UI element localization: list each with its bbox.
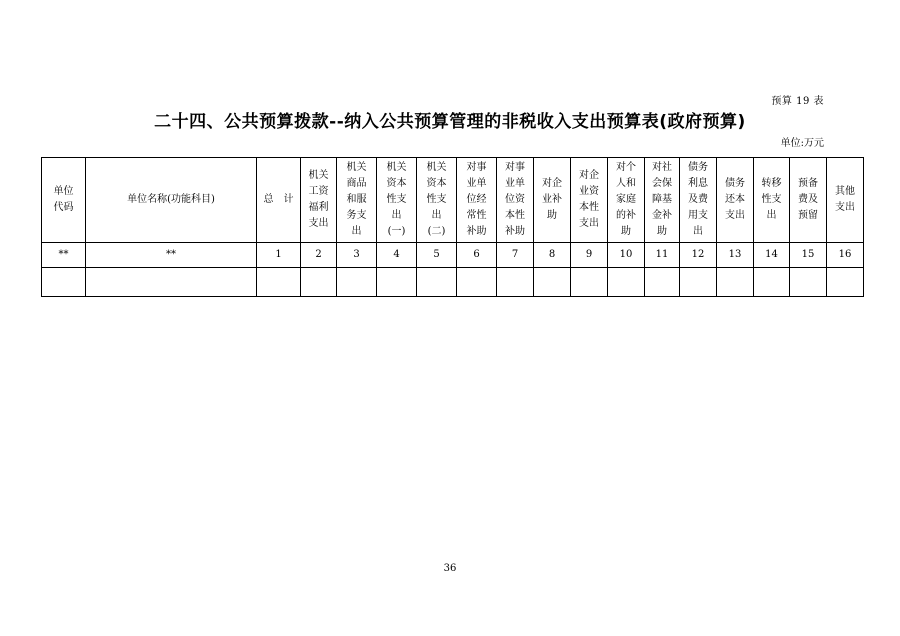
- table-cell: [571, 268, 608, 297]
- table-cell: [754, 268, 790, 297]
- table-cell: 2: [301, 243, 337, 268]
- table-cell: [257, 268, 301, 297]
- table-cell: 8: [534, 243, 571, 268]
- table-cell: 3: [337, 243, 377, 268]
- page-number: 36: [443, 563, 457, 574]
- table-cell: 12: [680, 243, 717, 268]
- header-row: [42, 158, 864, 243]
- table-cell: [417, 268, 457, 297]
- column-header: 债务 利息 及费 用支 出: [680, 158, 717, 243]
- table-cell: 4: [377, 243, 417, 268]
- column-header: 转移 性支 出: [754, 158, 790, 243]
- table-cell: [608, 268, 645, 297]
- table-cell: [717, 268, 754, 297]
- table-cell: [337, 268, 377, 297]
- column-header: 对社 会保 障基 金补 助: [645, 158, 680, 243]
- table-cell: **: [42, 243, 86, 268]
- table-cell: [497, 268, 534, 297]
- table-cell: 1: [257, 243, 301, 268]
- table-cell: 16: [827, 243, 864, 268]
- column-header: 总 计: [257, 158, 301, 243]
- table-cell: [827, 268, 864, 297]
- table-cell: 6: [457, 243, 497, 268]
- table-cell: 11: [645, 243, 680, 268]
- column-header: 单位名称(功能科目): [86, 158, 257, 243]
- table-cell: 9: [571, 243, 608, 268]
- table-cell: [42, 268, 86, 297]
- table-cell: [680, 268, 717, 297]
- table-row: [42, 268, 864, 297]
- column-header: 机关 资本 性支 出 (二): [417, 158, 457, 243]
- column-header: 其他 支出: [827, 158, 864, 243]
- table-cell: 5: [417, 243, 457, 268]
- table-cell: 7: [497, 243, 534, 268]
- column-header: 对个 人和 家庭 的补 助: [608, 158, 645, 243]
- column-header: 机关 资本 性支 出 (一): [377, 158, 417, 243]
- index-row: [42, 243, 864, 268]
- table-cell: [377, 268, 417, 297]
- table-cell: 10: [608, 243, 645, 268]
- unit-label: 单位:万元: [780, 138, 824, 149]
- table-cell: [86, 268, 257, 297]
- column-header: 对企 业补 助: [534, 158, 571, 243]
- table-cell: [301, 268, 337, 297]
- table-cell: [534, 268, 571, 297]
- table-cell: 15: [790, 243, 827, 268]
- column-header: 单位 代码: [42, 158, 86, 243]
- table-cell: [790, 268, 827, 297]
- column-header: 对企 业资 本性 支出: [571, 158, 608, 243]
- table-cell: [645, 268, 680, 297]
- table-cell: **: [86, 243, 257, 268]
- column-header: 机关 商品 和服 务支 出: [337, 158, 377, 243]
- table-cell: 14: [754, 243, 790, 268]
- budget-table: [41, 157, 864, 297]
- column-header: 债务 还本 支出: [717, 158, 754, 243]
- table-cell: [457, 268, 497, 297]
- table-cell: 13: [717, 243, 754, 268]
- column-header: 机关 工资 福利 支出: [301, 158, 337, 243]
- table-number: 预算 19 表: [771, 96, 824, 107]
- column-header: 对事 业单 位经 常性 补助: [457, 158, 497, 243]
- column-header: 对事 业单 位资 本性 补助: [497, 158, 534, 243]
- page-title: 二十四、公共预算拨款--纳入公共预算管理的非税收入支出预算表(政府预算): [154, 112, 746, 132]
- column-header: 预备 费及 预留: [790, 158, 827, 243]
